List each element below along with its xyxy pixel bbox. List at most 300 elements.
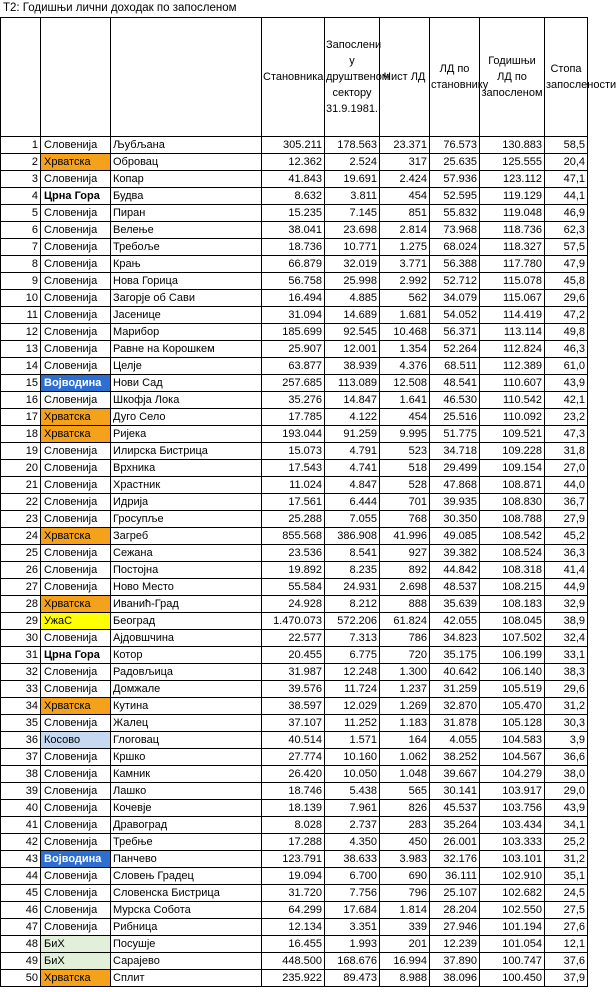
employment-rate-cell: 43,9 xyxy=(545,375,588,392)
income-per-capita-cell: 57.936 xyxy=(430,171,480,188)
income-per-capita-cell: 25.516 xyxy=(430,409,480,426)
employment-rate-cell: 47,2 xyxy=(545,307,588,324)
income-per-capita-cell: 37.890 xyxy=(430,953,480,970)
employment-rate-cell: 58,5 xyxy=(545,137,588,154)
annual-income-cell: 106.199 xyxy=(480,647,545,664)
municipality-cell: Сплит xyxy=(111,970,262,987)
annual-income-cell: 108.215 xyxy=(480,579,545,596)
municipality-cell: Посушје xyxy=(111,936,262,953)
rank-cell: 5 xyxy=(1,205,41,222)
population-cell: 855.568 xyxy=(262,528,325,545)
employed-cell: 14.689 xyxy=(325,307,380,324)
rank-cell: 20 xyxy=(1,460,41,477)
income-per-capita-cell: 46.530 xyxy=(430,392,480,409)
rank-cell: 24 xyxy=(1,528,41,545)
municipality-cell: Домжале xyxy=(111,681,262,698)
table-row xyxy=(1,562,588,579)
annual-income-cell: 125.555 xyxy=(480,154,545,171)
municipality-cell: Обровац xyxy=(111,154,262,171)
employment-rate-cell: 27,0 xyxy=(545,460,588,477)
rank-cell: 28 xyxy=(1,596,41,613)
employment-rate-cell: 45,8 xyxy=(545,273,588,290)
header-employed: Запослени у друштвеном сектору 31.9.1981. xyxy=(325,18,380,137)
republic-cell: Словенија xyxy=(41,885,111,902)
municipality-cell: Панчево xyxy=(111,851,262,868)
municipality-cell: Равне на Корошкем xyxy=(111,341,262,358)
rank-cell: 18 xyxy=(1,426,41,443)
net-income-cell: 1.237 xyxy=(380,681,430,698)
municipality-cell: Будва xyxy=(111,188,262,205)
annual-income-cell: 118.327 xyxy=(480,239,545,256)
rank-cell: 44 xyxy=(1,868,41,885)
net-income-cell: 768 xyxy=(380,511,430,528)
population-cell: 63.877 xyxy=(262,358,325,375)
municipality-cell: Словењ Градец xyxy=(111,868,262,885)
net-income-cell: 12.508 xyxy=(380,375,430,392)
net-income-cell: 1.681 xyxy=(380,307,430,324)
employment-rate-cell: 29,0 xyxy=(545,783,588,800)
population-cell: 8.028 xyxy=(262,817,325,834)
employed-cell: 7.756 xyxy=(325,885,380,902)
employed-cell: 92.545 xyxy=(325,324,380,341)
header-municipality xyxy=(111,18,262,137)
employment-rate-cell: 29,6 xyxy=(545,290,588,307)
population-cell: 37.107 xyxy=(262,715,325,732)
population-cell: 66.879 xyxy=(262,256,325,273)
net-income-cell: 8.988 xyxy=(380,970,430,987)
annual-income-cell: 115.078 xyxy=(480,273,545,290)
republic-cell: Словенија xyxy=(41,579,111,596)
annual-income-cell: 108.183 xyxy=(480,596,545,613)
table-row xyxy=(1,528,588,545)
employed-cell: 7.055 xyxy=(325,511,380,528)
population-cell: 123.791 xyxy=(262,851,325,868)
net-income-cell: 888 xyxy=(380,596,430,613)
income-per-capita-cell: 56.388 xyxy=(430,256,480,273)
income-per-capita-cell: 28.204 xyxy=(430,902,480,919)
employed-cell: 7.145 xyxy=(325,205,380,222)
employed-cell: 8.235 xyxy=(325,562,380,579)
rank-cell: 31 xyxy=(1,647,41,664)
annual-income-cell: 105.470 xyxy=(480,698,545,715)
rank-cell: 33 xyxy=(1,681,41,698)
income-per-capita-cell: 52.264 xyxy=(430,341,480,358)
income-per-capita-cell: 48.541 xyxy=(430,375,480,392)
table-row xyxy=(1,970,588,987)
municipality-cell: Жалец xyxy=(111,715,262,732)
employed-cell: 7.313 xyxy=(325,630,380,647)
employed-cell: 11.724 xyxy=(325,681,380,698)
rank-cell: 14 xyxy=(1,358,41,375)
republic-cell: Словенија xyxy=(41,171,111,188)
annual-income-cell: 110.092 xyxy=(480,409,545,426)
population-cell: 1.470.073 xyxy=(262,613,325,630)
net-income-cell: 826 xyxy=(380,800,430,817)
republic-cell: Словенија xyxy=(41,562,111,579)
annual-income-cell: 108.524 xyxy=(480,545,545,562)
table-row xyxy=(1,324,588,341)
table-row xyxy=(1,188,588,205)
employed-cell: 6.444 xyxy=(325,494,380,511)
annual-income-cell: 108.318 xyxy=(480,562,545,579)
republic-cell: Словенија xyxy=(41,443,111,460)
table-row xyxy=(1,477,588,494)
header-employment-rate: Стопа запослености xyxy=(545,18,588,137)
table-row xyxy=(1,154,588,171)
annual-income-cell: 105.519 xyxy=(480,681,545,698)
municipality-cell: Кочевје xyxy=(111,800,262,817)
employed-cell: 10.050 xyxy=(325,766,380,783)
annual-income-cell: 112.389 xyxy=(480,358,545,375)
republic-cell: Словенија xyxy=(41,256,111,273)
employed-cell: 14.847 xyxy=(325,392,380,409)
rank-cell: 26 xyxy=(1,562,41,579)
population-cell: 55.584 xyxy=(262,579,325,596)
employment-rate-cell: 57,5 xyxy=(545,239,588,256)
annual-income-cell: 108.542 xyxy=(480,528,545,545)
population-cell: 23.536 xyxy=(262,545,325,562)
municipality-cell: Идрија xyxy=(111,494,262,511)
employment-rate-cell: 3,9 xyxy=(545,732,588,749)
republic-cell: Војводина xyxy=(41,851,111,868)
table-row xyxy=(1,426,588,443)
republic-cell: Словенија xyxy=(41,715,111,732)
rank-cell: 29 xyxy=(1,613,41,630)
republic-cell: Словенија xyxy=(41,392,111,409)
employment-rate-cell: 46,3 xyxy=(545,341,588,358)
income-per-capita-cell: 25.107 xyxy=(430,885,480,902)
population-cell: 305.211 xyxy=(262,137,325,154)
annual-income-cell: 104.567 xyxy=(480,749,545,766)
employed-cell: 4.791 xyxy=(325,443,380,460)
republic-cell: Словенија xyxy=(41,324,111,341)
table-row xyxy=(1,698,588,715)
employed-cell: 2.737 xyxy=(325,817,380,834)
rank-cell: 16 xyxy=(1,392,41,409)
municipality-cell: Илирска Бистрица xyxy=(111,443,262,460)
population-cell: 24.928 xyxy=(262,596,325,613)
employed-cell: 7.961 xyxy=(325,800,380,817)
income-per-capita-cell: 12.239 xyxy=(430,936,480,953)
employment-rate-cell: 30,3 xyxy=(545,715,588,732)
employment-rate-cell: 33,1 xyxy=(545,647,588,664)
employed-cell: 32.019 xyxy=(325,256,380,273)
municipality-cell: Нова Горица xyxy=(111,273,262,290)
income-per-capita-cell: 27.946 xyxy=(430,919,480,936)
annual-income-cell: 100.450 xyxy=(480,970,545,987)
table-row xyxy=(1,171,588,188)
net-income-cell: 565 xyxy=(380,783,430,800)
employment-rate-cell: 31,2 xyxy=(545,698,588,715)
municipality-cell: Котор xyxy=(111,647,262,664)
annual-income-cell: 108.830 xyxy=(480,494,545,511)
rank-cell: 10 xyxy=(1,290,41,307)
table-row xyxy=(1,936,588,953)
income-per-capita-cell: 44.842 xyxy=(430,562,480,579)
employment-rate-cell: 36,6 xyxy=(545,749,588,766)
table-row xyxy=(1,392,588,409)
rank-cell: 6 xyxy=(1,222,41,239)
income-per-capita-cell: 45.537 xyxy=(430,800,480,817)
rank-cell: 43 xyxy=(1,851,41,868)
annual-income-cell: 113.114 xyxy=(480,324,545,341)
population-cell: 257.685 xyxy=(262,375,325,392)
municipality-cell: Иванић-Град xyxy=(111,596,262,613)
net-income-cell: 523 xyxy=(380,443,430,460)
net-income-cell: 2.992 xyxy=(380,273,430,290)
table-row xyxy=(1,664,588,681)
rank-cell: 12 xyxy=(1,324,41,341)
table-row xyxy=(1,443,588,460)
income-per-capita-cell: 38.252 xyxy=(430,749,480,766)
rank-cell: 40 xyxy=(1,800,41,817)
republic-cell: Словенија xyxy=(41,800,111,817)
income-per-capita-cell: 30.350 xyxy=(430,511,480,528)
rank-cell: 45 xyxy=(1,885,41,902)
annual-income-cell: 117.780 xyxy=(480,256,545,273)
municipality-cell: Загорје об Сави xyxy=(111,290,262,307)
employment-rate-cell: 47,3 xyxy=(545,426,588,443)
employment-rate-cell: 34,1 xyxy=(545,817,588,834)
table-row xyxy=(1,460,588,477)
municipality-cell: Гросупље xyxy=(111,511,262,528)
table-row xyxy=(1,851,588,868)
table-row xyxy=(1,256,588,273)
employment-rate-cell: 35,1 xyxy=(545,868,588,885)
population-cell: 31.720 xyxy=(262,885,325,902)
table-row xyxy=(1,766,588,783)
rank-cell: 2 xyxy=(1,154,41,171)
republic-cell: БиХ xyxy=(41,953,111,970)
annual-income-cell: 123.112 xyxy=(480,171,545,188)
employment-rate-cell: 44,0 xyxy=(545,477,588,494)
rank-cell: 21 xyxy=(1,477,41,494)
annual-income-cell: 115.067 xyxy=(480,290,545,307)
municipality-cell: Храстник xyxy=(111,477,262,494)
population-cell: 12.362 xyxy=(262,154,325,171)
annual-income-cell: 119.129 xyxy=(480,188,545,205)
municipality-cell: Љубљана xyxy=(111,137,262,154)
income-per-capita-cell: 31.259 xyxy=(430,681,480,698)
employed-cell: 6.775 xyxy=(325,647,380,664)
employment-rate-cell: 41,4 xyxy=(545,562,588,579)
employed-cell: 11.252 xyxy=(325,715,380,732)
income-per-capita-cell: 29.499 xyxy=(430,460,480,477)
table-row xyxy=(1,749,588,766)
population-cell: 19.892 xyxy=(262,562,325,579)
republic-cell: Словенија xyxy=(41,834,111,851)
employed-cell: 8.541 xyxy=(325,545,380,562)
municipality-cell: Кршко xyxy=(111,749,262,766)
republic-cell: Словенија xyxy=(41,664,111,681)
employment-rate-cell: 29,6 xyxy=(545,681,588,698)
annual-income-cell: 109.154 xyxy=(480,460,545,477)
republic-cell: Словенија xyxy=(41,817,111,834)
population-cell: 41.843 xyxy=(262,171,325,188)
rank-cell: 49 xyxy=(1,953,41,970)
republic-cell: Словенија xyxy=(41,919,111,936)
employed-cell: 178.563 xyxy=(325,137,380,154)
income-per-capita-cell: 31.878 xyxy=(430,715,480,732)
employed-cell: 4.741 xyxy=(325,460,380,477)
table-row xyxy=(1,579,588,596)
net-income-cell: 1.641 xyxy=(380,392,430,409)
population-cell: 193.044 xyxy=(262,426,325,443)
net-income-cell: 339 xyxy=(380,919,430,936)
republic-cell: Хрватска xyxy=(41,409,111,426)
net-income-cell: 1.354 xyxy=(380,341,430,358)
employment-rate-cell: 20,4 xyxy=(545,154,588,171)
municipality-cell: Крањ xyxy=(111,256,262,273)
net-income-cell: 283 xyxy=(380,817,430,834)
income-per-capita-cell: 35.264 xyxy=(430,817,480,834)
annual-income-cell: 118.736 xyxy=(480,222,545,239)
net-income-cell: 720 xyxy=(380,647,430,664)
annual-income-cell: 102.682 xyxy=(480,885,545,902)
net-income-cell: 4.376 xyxy=(380,358,430,375)
republic-cell: Словенија xyxy=(41,290,111,307)
republic-cell: Словенија xyxy=(41,766,111,783)
rank-cell: 34 xyxy=(1,698,41,715)
population-cell: 39.576 xyxy=(262,681,325,698)
republic-cell: Словенија xyxy=(41,545,111,562)
republic-cell: Војводина xyxy=(41,375,111,392)
income-per-capita-cell: 39.382 xyxy=(430,545,480,562)
population-cell: 15.073 xyxy=(262,443,325,460)
rank-cell: 15 xyxy=(1,375,41,392)
annual-income-cell: 104.583 xyxy=(480,732,545,749)
rank-cell: 9 xyxy=(1,273,41,290)
annual-income-cell: 102.550 xyxy=(480,902,545,919)
table-row xyxy=(1,885,588,902)
table-row xyxy=(1,545,588,562)
republic-cell: Словенија xyxy=(41,749,111,766)
table-row xyxy=(1,834,588,851)
population-cell: 38.597 xyxy=(262,698,325,715)
republic-cell: Словенија xyxy=(41,307,111,324)
table-row xyxy=(1,800,588,817)
municipality-cell: Глоговац xyxy=(111,732,262,749)
employment-rate-cell: 32,9 xyxy=(545,596,588,613)
employment-rate-cell: 27,6 xyxy=(545,919,588,936)
municipality-cell: Београд xyxy=(111,613,262,630)
rank-cell: 50 xyxy=(1,970,41,987)
population-cell: 16.455 xyxy=(262,936,325,953)
net-income-cell: 450 xyxy=(380,834,430,851)
employed-cell: 1.571 xyxy=(325,732,380,749)
republic-cell: Словенија xyxy=(41,358,111,375)
rank-cell: 4 xyxy=(1,188,41,205)
income-table xyxy=(0,17,616,987)
republic-cell: Словенија xyxy=(41,681,111,698)
income-per-capita-cell: 73.968 xyxy=(430,222,480,239)
republic-cell: Црна Гора xyxy=(41,647,111,664)
employed-cell: 6.700 xyxy=(325,868,380,885)
population-cell: 22.577 xyxy=(262,630,325,647)
republic-cell: Хрватска xyxy=(41,154,111,171)
header-annual-income-per-employee: Годишњи ЛД по запосленом xyxy=(480,18,545,137)
income-per-capita-cell: 38.096 xyxy=(430,970,480,987)
rank-cell: 17 xyxy=(1,409,41,426)
net-income-cell: 3.771 xyxy=(380,256,430,273)
population-cell: 8.632 xyxy=(262,188,325,205)
population-cell: 17.543 xyxy=(262,460,325,477)
header-net-income: Чист ЛД xyxy=(380,18,430,137)
rank-cell: 38 xyxy=(1,766,41,783)
income-per-capita-cell: 25.635 xyxy=(430,154,480,171)
employment-rate-cell: 38,0 xyxy=(545,766,588,783)
population-cell: 15.235 xyxy=(262,205,325,222)
municipality-cell: Нови Сад xyxy=(111,375,262,392)
annual-income-cell: 109.521 xyxy=(480,426,545,443)
net-income-cell: 16.994 xyxy=(380,953,430,970)
annual-income-cell: 108.871 xyxy=(480,477,545,494)
income-per-capita-cell: 34.718 xyxy=(430,443,480,460)
employed-cell: 3.351 xyxy=(325,919,380,936)
table-row xyxy=(1,307,588,324)
net-income-cell: 41.996 xyxy=(380,528,430,545)
population-cell: 27.774 xyxy=(262,749,325,766)
municipality-cell: Загреб xyxy=(111,528,262,545)
rank-cell: 23 xyxy=(1,511,41,528)
republic-cell: Хрватска xyxy=(41,970,111,987)
municipality-cell: Велење xyxy=(111,222,262,239)
municipality-cell: Шкофја Лока xyxy=(111,392,262,409)
income-per-capita-cell: 36.111 xyxy=(430,868,480,885)
rank-cell: 30 xyxy=(1,630,41,647)
income-per-capita-cell: 26.001 xyxy=(430,834,480,851)
municipality-cell: Јасенице xyxy=(111,307,262,324)
net-income-cell: 927 xyxy=(380,545,430,562)
republic-cell: Црна Гора xyxy=(41,188,111,205)
net-income-cell: 796 xyxy=(380,885,430,902)
republic-cell: Словенија xyxy=(41,341,111,358)
municipality-cell: Дравоград xyxy=(111,817,262,834)
municipality-cell: Марибор xyxy=(111,324,262,341)
employment-rate-cell: 24,5 xyxy=(545,885,588,902)
income-per-capita-cell: 76.573 xyxy=(430,137,480,154)
income-per-capita-cell: 68.024 xyxy=(430,239,480,256)
annual-income-cell: 110.607 xyxy=(480,375,545,392)
population-cell: 18.139 xyxy=(262,800,325,817)
net-income-cell: 1.275 xyxy=(380,239,430,256)
municipality-cell: Требње xyxy=(111,834,262,851)
employed-cell: 386.908 xyxy=(325,528,380,545)
annual-income-cell: 114.419 xyxy=(480,307,545,324)
republic-cell: Словенија xyxy=(41,460,111,477)
header-population: Становника xyxy=(262,18,325,137)
table-row xyxy=(1,375,588,392)
rank-cell: 36 xyxy=(1,732,41,749)
rank-cell: 11 xyxy=(1,307,41,324)
net-income-cell: 690 xyxy=(380,868,430,885)
municipality-cell: Ново Место xyxy=(111,579,262,596)
republic-cell: Хрватска xyxy=(41,426,111,443)
employed-cell: 10.160 xyxy=(325,749,380,766)
employed-cell: 3.811 xyxy=(325,188,380,205)
table-row xyxy=(1,868,588,885)
rank-cell: 35 xyxy=(1,715,41,732)
employed-cell: 25.998 xyxy=(325,273,380,290)
annual-income-cell: 103.101 xyxy=(480,851,545,868)
population-cell: 35.276 xyxy=(262,392,325,409)
net-income-cell: 1.269 xyxy=(380,698,430,715)
income-per-capita-cell: 42.055 xyxy=(430,613,480,630)
table-row xyxy=(1,239,588,256)
population-cell: 17.561 xyxy=(262,494,325,511)
table-row xyxy=(1,715,588,732)
republic-cell: БиХ xyxy=(41,936,111,953)
